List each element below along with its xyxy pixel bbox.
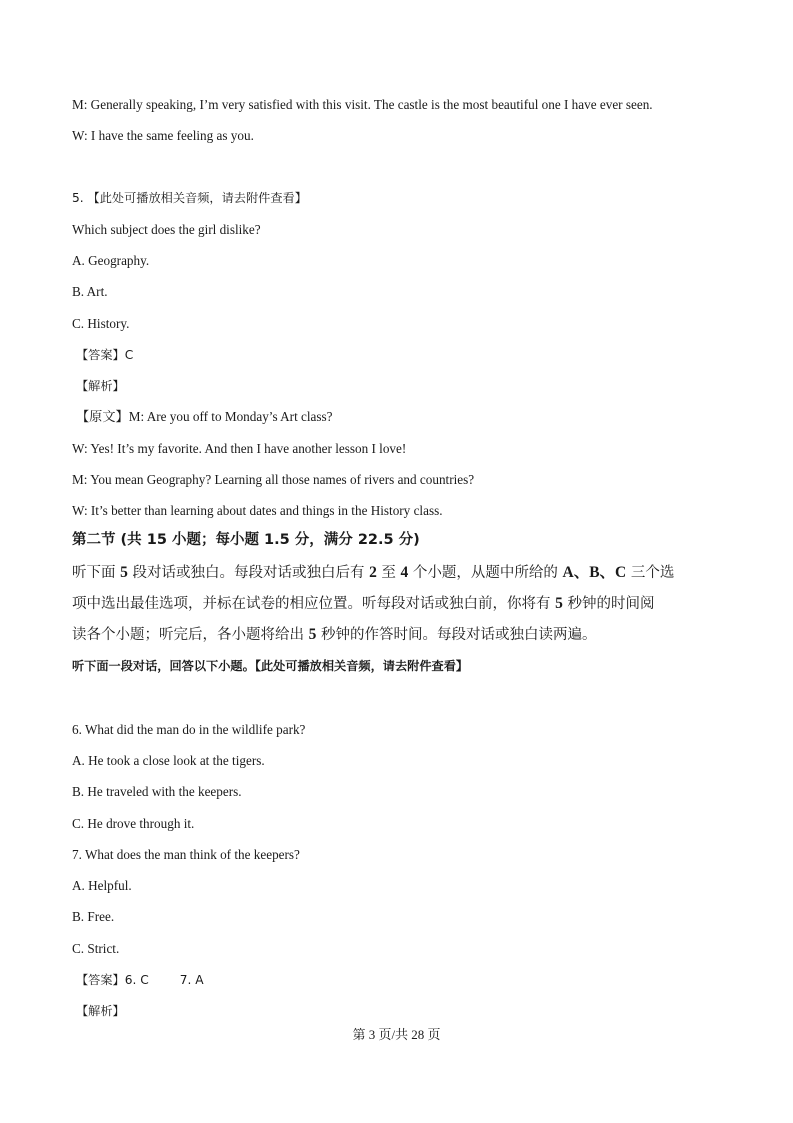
transcript-line: M: You mean Geography? Learning all those names of rivers and countries? — [72, 472, 475, 487]
listening-instruction — [72, 657, 468, 675]
option-c: C. Strict. — [72, 941, 120, 956]
section-title-count: 15 — [146, 532, 167, 548]
text-part: 至 — [376, 565, 401, 581]
text-part: 秒钟的时间阅 — [562, 596, 655, 612]
instructions-paragraph-line — [72, 625, 596, 645]
section-title-part: 小题；每小题 — [166, 532, 265, 548]
text-part: 项中选出最佳选项，并标在试卷的相应位置。听每段对话或独白前，你将有 — [72, 596, 556, 612]
text-part: 听下面 — [72, 565, 121, 581]
transcript-line: 【原文】M: Are you off to Monday’s Art class? — [76, 409, 333, 424]
question-5-header-text: 5. 【此处可播放相关音频，请去附件查看】 — [72, 191, 307, 205]
analysis-text: 【解析】 — [76, 379, 125, 393]
option-c: C. History. — [72, 316, 130, 331]
transcript-line: W: It’s better than learning about dates and things in the History class. — [72, 503, 443, 518]
instructions-paragraph-line — [72, 563, 674, 583]
option-a: A. He took a close look at the tigers. — [72, 753, 265, 768]
option-c: C. He drove through it. — [72, 816, 195, 831]
text-number: 5 — [308, 626, 317, 643]
text-number: 4 — [400, 564, 409, 581]
option-a: A. Geography. — [72, 253, 150, 268]
text-number: 2 — [369, 564, 377, 581]
section-title-total: 22.5 — [357, 532, 394, 548]
answer-label — [76, 346, 133, 364]
transcript-line: W: Yes! It’s my favorite. And then I have another lesson I love! — [72, 441, 407, 456]
answer-text: 【答案】C — [76, 348, 134, 362]
question-5-header — [72, 189, 307, 207]
section-title-points: 1.5 — [264, 532, 290, 548]
text-number: 5 — [555, 595, 563, 612]
page-footer: 第 3 页/共 28 页 — [352, 1027, 441, 1042]
section-title — [72, 532, 420, 549]
section-title-part: 第二节 (共 — [72, 532, 147, 548]
dialogue-line: W: I have the same feeling as you. — [72, 128, 254, 143]
listening-instruction-text: 听下面一段对话，回答以下小题。【此处可播放相关音频，请去附件查看】 — [72, 659, 469, 673]
text-letters: A、B、C — [562, 564, 627, 581]
option-b: B. He traveled with the keepers. — [72, 784, 242, 799]
section-title-part: 分，满分 — [289, 532, 358, 548]
text-part: 读各个小题；听完后，各小题将给出 — [72, 627, 309, 643]
text-part: 个小题，从题中所给的 — [408, 565, 563, 581]
instructions-paragraph-line — [72, 594, 654, 614]
question-5-stem: Which subject does the girl dislike? — [72, 222, 261, 237]
dialogue-line: M: Generally speaking, I’m very satisfied with this visit. The castle is the most beautiful one I have ever seen. — [72, 97, 653, 112]
analysis-text: 【解析】 — [76, 1004, 125, 1018]
option-a: A. Helpful. — [72, 878, 132, 893]
analysis-label — [76, 377, 125, 395]
answer-label — [76, 971, 204, 989]
section-title-part: 分) — [393, 532, 420, 548]
text-part: 秒钟的作答时间。每段对话或独白读两遍。 — [316, 627, 597, 643]
answer-text: 【答案】6. C 7. A — [76, 973, 204, 987]
text-part: 三个选 — [626, 565, 675, 581]
option-b: B. Free. — [72, 909, 115, 924]
analysis-label — [76, 1002, 125, 1020]
text-part: 段对话或独白。每段对话或独白后有 — [127, 565, 370, 581]
text-number: 5 — [120, 564, 128, 581]
option-b: B. Art. — [72, 284, 108, 299]
question-7-stem: 7. What does the man think of the keepers? — [72, 847, 300, 862]
question-6-stem: 6. What did the man do in the wildlife park? — [72, 722, 306, 737]
